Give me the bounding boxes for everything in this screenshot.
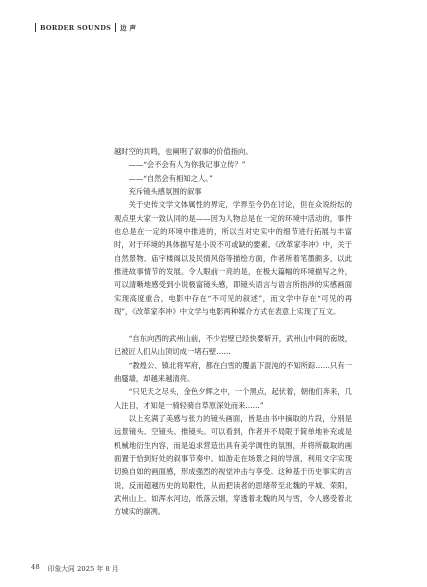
section-heading: 充斥镜头感氛围的叙事: [128, 187, 202, 197]
page-number: 48: [31, 563, 40, 571]
dialogue-line: ——“自然会有相知之人。”: [128, 173, 213, 183]
quote-paragraph: “只见天之尽头，金色夕辉之中，一个黑点，起伏着，朝他们奔来，几人注目，才知是一骑轻骑自草原深处而来……”: [114, 387, 352, 410]
header-column-title: 边 声: [120, 24, 137, 32]
header-divider-left: [35, 23, 36, 32]
dialogue-line: ——“会不会有人为你我记事立传？”: [128, 160, 246, 170]
running-header: [31, 22, 136, 33]
quote-paragraph: “教煌公、镇北将军府，都在白雪的覆盖下混沌的不知所踪……只有一曲蜃墙，却越来越清亮。: [114, 360, 352, 383]
quote-paragraph: “自东向西的武州山前，不少岩壁已经快要斩开，武州山中间的南坡，已被匠人们从山顶切成一堵石壁……: [114, 333, 352, 357]
header-section-title: BORDER SOUNDS: [40, 23, 112, 32]
paragraph: 越时空的共鸣，也阐明了叙事的价值指向。: [114, 147, 253, 156]
publication-info: 印象大同 2025 年 8 月: [47, 565, 119, 573]
page-footer: [31, 563, 119, 573]
article-body: [114, 145, 352, 519]
paragraph-spacer: [114, 318, 352, 331]
header-divider-middle: [115, 23, 116, 32]
paragraph: 关于史传文学文体属性的界定，学界至今仍在讨论，但在众说纷纭的观点里大家一致认同的是——因为人物总是在一定的环境中活动的，事件也总是在一定的环境中推进的，所以当对史实中的细节进行拓展与丰富时，对于环境的具体描写是小说不可或缺的要素。《改革家李冲》中，关于自然景物、庙宇楼阁以及民情风俗等描绘方面，作者所着笔墨颇多，以此推进故事情节的发展。令人眼前一亮的是，在极大篇幅的环境描写之外，可以清晰地感受到小说极富镜头感，即镜头语言与语言所指涉的实感画面实现高度重合，电影中存在“不可见的叙述”，而文学中存在“可见的再现”，《改革家李冲》中文学与电影两种媒介方式在表意上实现了互文。: [114, 200, 352, 317]
paragraph: 以上充满了美感与张力的镜头画面，皆是由书中摘取的片段，分别是远景镜头、空镜头、推镜头。可以看到，作者并不局限于简单地补充或是机械地衍生内容，而是追求营造出具有美学调性的氛围，并将所截取的画面置于恰到好处的叙事节奏中。如游走在场景之间的导演，利用文字实现切换自如的画面感，形成强烈的视觉冲击与享受。这种基于历史事实的言说，反而超越历史的局限性，从而把读者的思绪带至北魏的平城、荣阳，武州山上、如浑水河边，纸落云烟，穿透着北魏的风与雪，令人感受着北方城实的凛冽。: [114, 413, 352, 517]
